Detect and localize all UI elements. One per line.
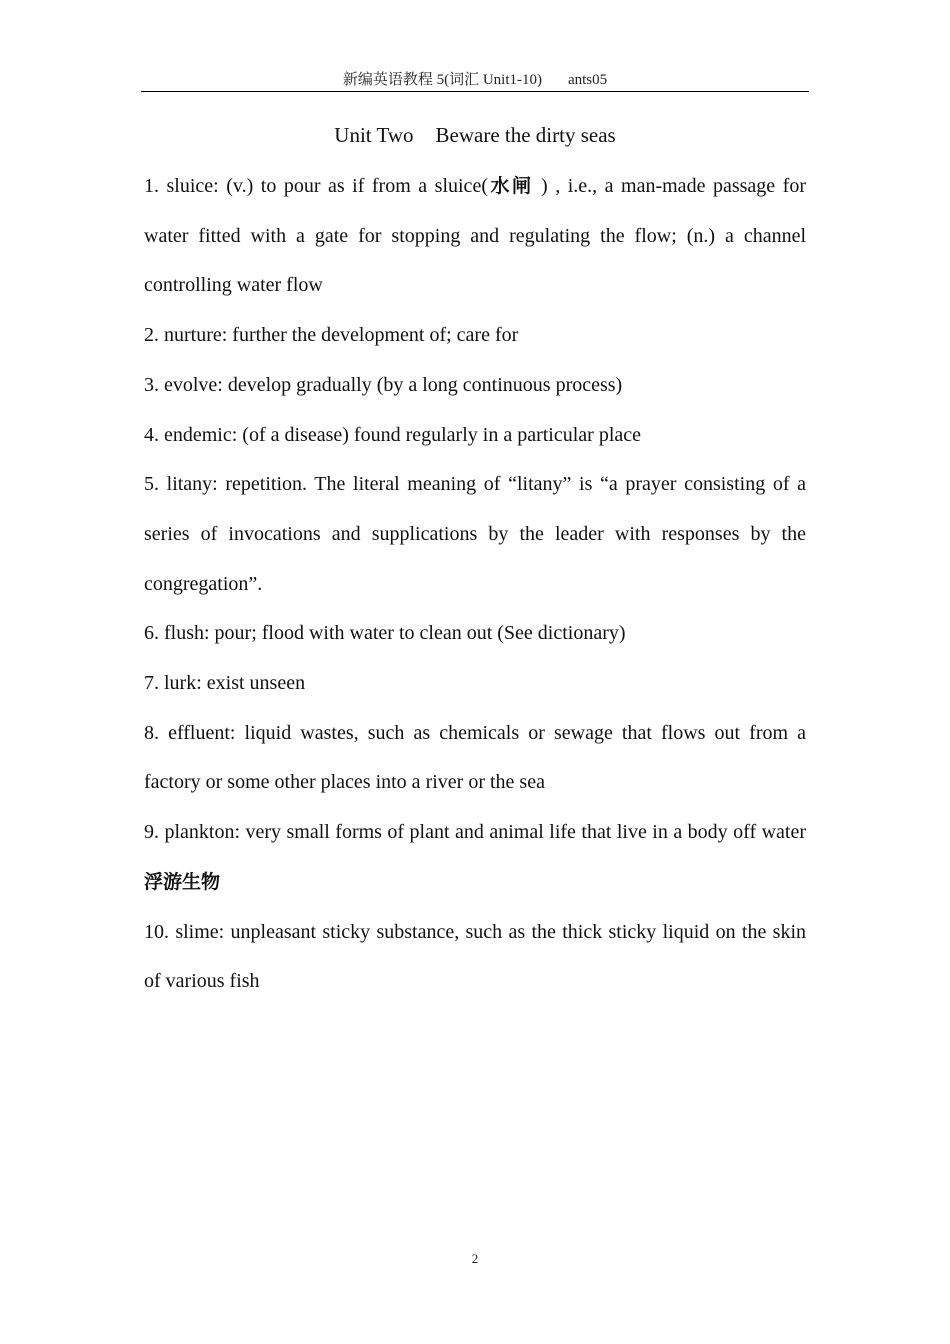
vocab-entry-3: 3. evolve: develop gradually (by a long continuous process)	[144, 373, 623, 396]
vocab-entry-9	[144, 808, 806, 907]
vocab-entry-6: 6. flush: pour; flood with water to clean out (See dictionary)	[144, 622, 626, 645]
vocab-entry-1	[144, 162, 806, 311]
vocab-entry-5: 5. litany: repetition. The literal meaning of “litany” is “a prayer consisting of a series of invocations and supplications by the leader with responses by the congregation”.	[144, 473, 806, 595]
page-number: 2	[471, 1251, 479, 1266]
entry-chinese-gloss: 浮游生物	[144, 870, 221, 893]
entry-text: 9. plankton: very small forms of plant and animal life that live in a body off water	[144, 821, 806, 844]
entry-text-continued: ) , i.e., a man-made passage for water fitted with a gate for stopping and regulating the flow; (n.) a channel controlling water flow	[144, 175, 806, 297]
vocab-entry-7: 7. lurk: exist unseen	[144, 672, 306, 695]
entry-text: 1. sluice: (v.) to pour as if from a sluice(	[144, 175, 488, 197]
header-tag: ants05	[567, 72, 608, 88]
vocab-entry-2: 2. nurture: further the development of; care for	[144, 324, 519, 347]
header-rule	[141, 91, 809, 92]
vocab-entry-8: 8. effluent: liquid wastes, such as chemicals or sewage that flows out from a factory or some other places into a river or the sea	[144, 721, 806, 794]
vocabulary-list	[144, 162, 806, 1007]
unit-label: Unit Two	[334, 123, 414, 147]
vocab-entry-4: 4. endemic: (of a disease) found regularly in a particular place	[144, 423, 642, 446]
vocab-entry-10: 10. slime: unpleasant sticky substance, such as the thick sticky liquid on the skin of various fish	[144, 920, 806, 993]
header-title: 新编英语教程 5(词汇 Unit1-10)	[342, 72, 542, 88]
running-header	[141, 70, 809, 90]
unit-subtitle: Beware the dirty seas	[435, 123, 616, 147]
entry-chinese-gloss: 水闸	[487, 175, 534, 197]
unit-title	[141, 121, 809, 149]
